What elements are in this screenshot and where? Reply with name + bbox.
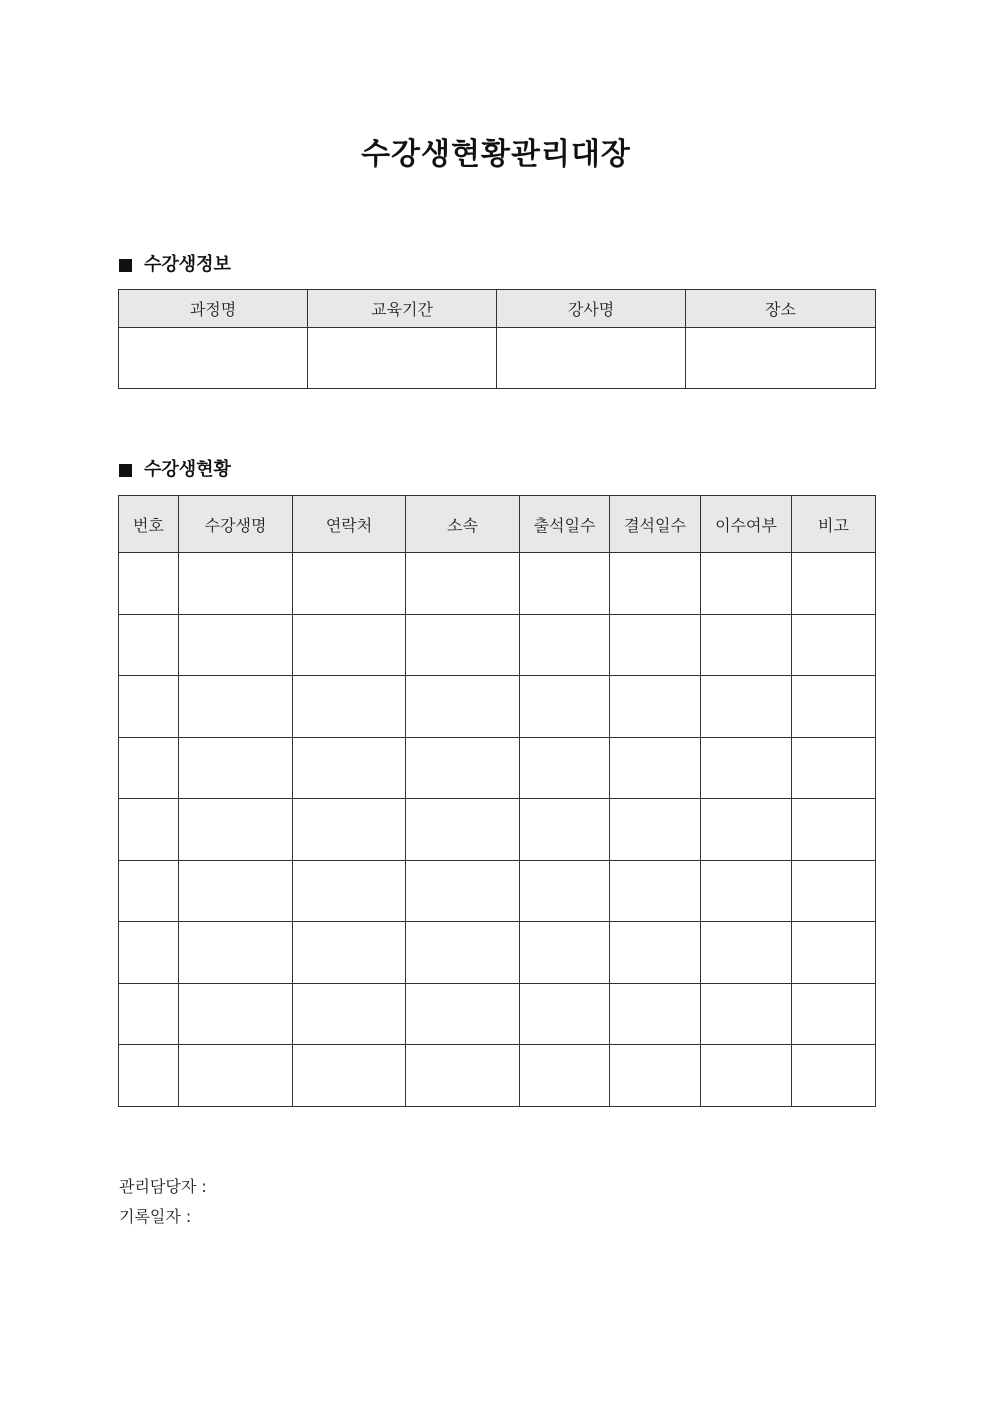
affiliation-cell[interactable]: [406, 1045, 520, 1107]
attendance-days-cell[interactable]: [520, 553, 610, 615]
location-cell[interactable]: [686, 328, 876, 389]
column-header-absence-days: 결석일수: [610, 496, 701, 553]
table-row: [119, 983, 876, 1045]
completion-status-cell[interactable]: [701, 860, 792, 922]
contact-cell[interactable]: [293, 737, 406, 799]
affiliation-cell[interactable]: [406, 922, 520, 984]
training-period-cell[interactable]: [308, 328, 497, 389]
affiliation-cell[interactable]: [406, 799, 520, 861]
column-header-course-name: 과정명: [119, 290, 308, 328]
table-header-row: [119, 496, 876, 553]
number-cell[interactable]: [119, 983, 179, 1045]
remarks-cell[interactable]: [792, 614, 876, 676]
contact-cell[interactable]: [293, 799, 406, 861]
number-cell[interactable]: [119, 799, 179, 861]
contact-cell[interactable]: [293, 1045, 406, 1107]
table-row: [119, 799, 876, 861]
column-header-instructor-name: 강사명: [497, 290, 686, 328]
student-name-cell[interactable]: [179, 553, 293, 615]
document-title: 수강생현황관리대장: [361, 137, 631, 172]
column-header-contact: 연락처: [293, 496, 406, 553]
section-heading-label: 수강생현황: [144, 459, 231, 480]
column-header-training-period: 교육기간: [308, 290, 497, 328]
section-heading-student-info: [119, 253, 231, 277]
number-cell[interactable]: [119, 737, 179, 799]
table-row: [119, 922, 876, 984]
student-name-cell[interactable]: [179, 737, 293, 799]
table-row: [119, 676, 876, 738]
completion-status-cell[interactable]: [701, 553, 792, 615]
student-name-cell[interactable]: [179, 799, 293, 861]
absence-days-cell[interactable]: [610, 676, 701, 738]
student-name-cell[interactable]: [179, 983, 293, 1045]
attendance-days-cell[interactable]: [520, 1045, 610, 1107]
attendance-days-cell[interactable]: [520, 614, 610, 676]
student-name-cell[interactable]: [179, 614, 293, 676]
affiliation-cell[interactable]: [406, 614, 520, 676]
column-header-affiliation: 소속: [406, 496, 520, 553]
course-name-cell[interactable]: [119, 328, 308, 389]
contact-cell[interactable]: [293, 922, 406, 984]
student-name-cell[interactable]: [179, 676, 293, 738]
remarks-cell[interactable]: [792, 676, 876, 738]
column-header-location: 장소: [686, 290, 876, 328]
contact-cell[interactable]: [293, 860, 406, 922]
number-cell[interactable]: [119, 860, 179, 922]
column-header-completion-status: 이수여부: [701, 496, 792, 553]
attendance-days-cell[interactable]: [520, 922, 610, 984]
absence-days-cell[interactable]: [610, 553, 701, 615]
attendance-days-cell[interactable]: [520, 860, 610, 922]
contact-cell[interactable]: [293, 614, 406, 676]
column-header-attendance-days: 출석일수: [520, 496, 610, 553]
instructor-name-cell[interactable]: [497, 328, 686, 389]
completion-status-cell[interactable]: [701, 614, 792, 676]
remarks-cell[interactable]: [792, 553, 876, 615]
remarks-cell[interactable]: [792, 737, 876, 799]
square-bullet-icon: [119, 464, 132, 477]
absence-days-cell[interactable]: [610, 983, 701, 1045]
attendance-days-cell[interactable]: [520, 676, 610, 738]
affiliation-cell[interactable]: [406, 676, 520, 738]
absence-days-cell[interactable]: [610, 799, 701, 861]
contact-cell[interactable]: [293, 983, 406, 1045]
remarks-cell[interactable]: [792, 1045, 876, 1107]
table-row: [119, 1045, 876, 1107]
remarks-cell[interactable]: [792, 922, 876, 984]
affiliation-cell[interactable]: [406, 553, 520, 615]
attendance-days-cell[interactable]: [520, 983, 610, 1045]
completion-status-cell[interactable]: [701, 1045, 792, 1107]
manager-label: 관리담당자 :: [119, 1177, 207, 1196]
remarks-cell[interactable]: [792, 799, 876, 861]
section-heading-student-status: [119, 458, 231, 482]
absence-days-cell[interactable]: [610, 860, 701, 922]
attendance-days-cell[interactable]: [520, 799, 610, 861]
completion-status-cell[interactable]: [701, 922, 792, 984]
table-row: [119, 553, 876, 615]
column-header-student-name: 수강생명: [179, 496, 293, 553]
affiliation-cell[interactable]: [406, 860, 520, 922]
table-row: [119, 737, 876, 799]
absence-days-cell[interactable]: [610, 614, 701, 676]
remarks-cell[interactable]: [792, 983, 876, 1045]
record-date-label: 기록일자 :: [119, 1207, 192, 1226]
section-heading-label: 수강생정보: [144, 254, 231, 275]
number-cell[interactable]: [119, 676, 179, 738]
student-info-table: [118, 289, 876, 389]
completion-status-cell[interactable]: [701, 737, 792, 799]
attendance-days-cell[interactable]: [520, 737, 610, 799]
student-name-cell[interactable]: [179, 860, 293, 922]
square-bullet-icon: [119, 259, 132, 272]
number-cell[interactable]: [119, 614, 179, 676]
completion-status-cell[interactable]: [701, 983, 792, 1045]
table-row: [119, 614, 876, 676]
absence-days-cell[interactable]: [610, 1045, 701, 1107]
student-name-cell[interactable]: [179, 922, 293, 984]
absence-days-cell[interactable]: [610, 737, 701, 799]
completion-status-cell[interactable]: [701, 676, 792, 738]
table-header-row: [119, 290, 876, 328]
contact-cell[interactable]: [293, 676, 406, 738]
contact-cell[interactable]: [293, 553, 406, 615]
remarks-cell[interactable]: [792, 860, 876, 922]
absence-days-cell[interactable]: [610, 922, 701, 984]
table-row: [119, 328, 876, 389]
affiliation-cell[interactable]: [406, 737, 520, 799]
affiliation-cell[interactable]: [406, 983, 520, 1045]
column-header-remarks: 비고: [792, 496, 876, 553]
number-cell[interactable]: [119, 922, 179, 984]
table-row: [119, 860, 876, 922]
completion-status-cell[interactable]: [701, 799, 792, 861]
number-cell[interactable]: [119, 1045, 179, 1107]
student-name-cell[interactable]: [179, 1045, 293, 1107]
column-header-number: 번호: [119, 496, 179, 553]
student-status-table: [118, 495, 876, 1107]
number-cell[interactable]: [119, 553, 179, 615]
